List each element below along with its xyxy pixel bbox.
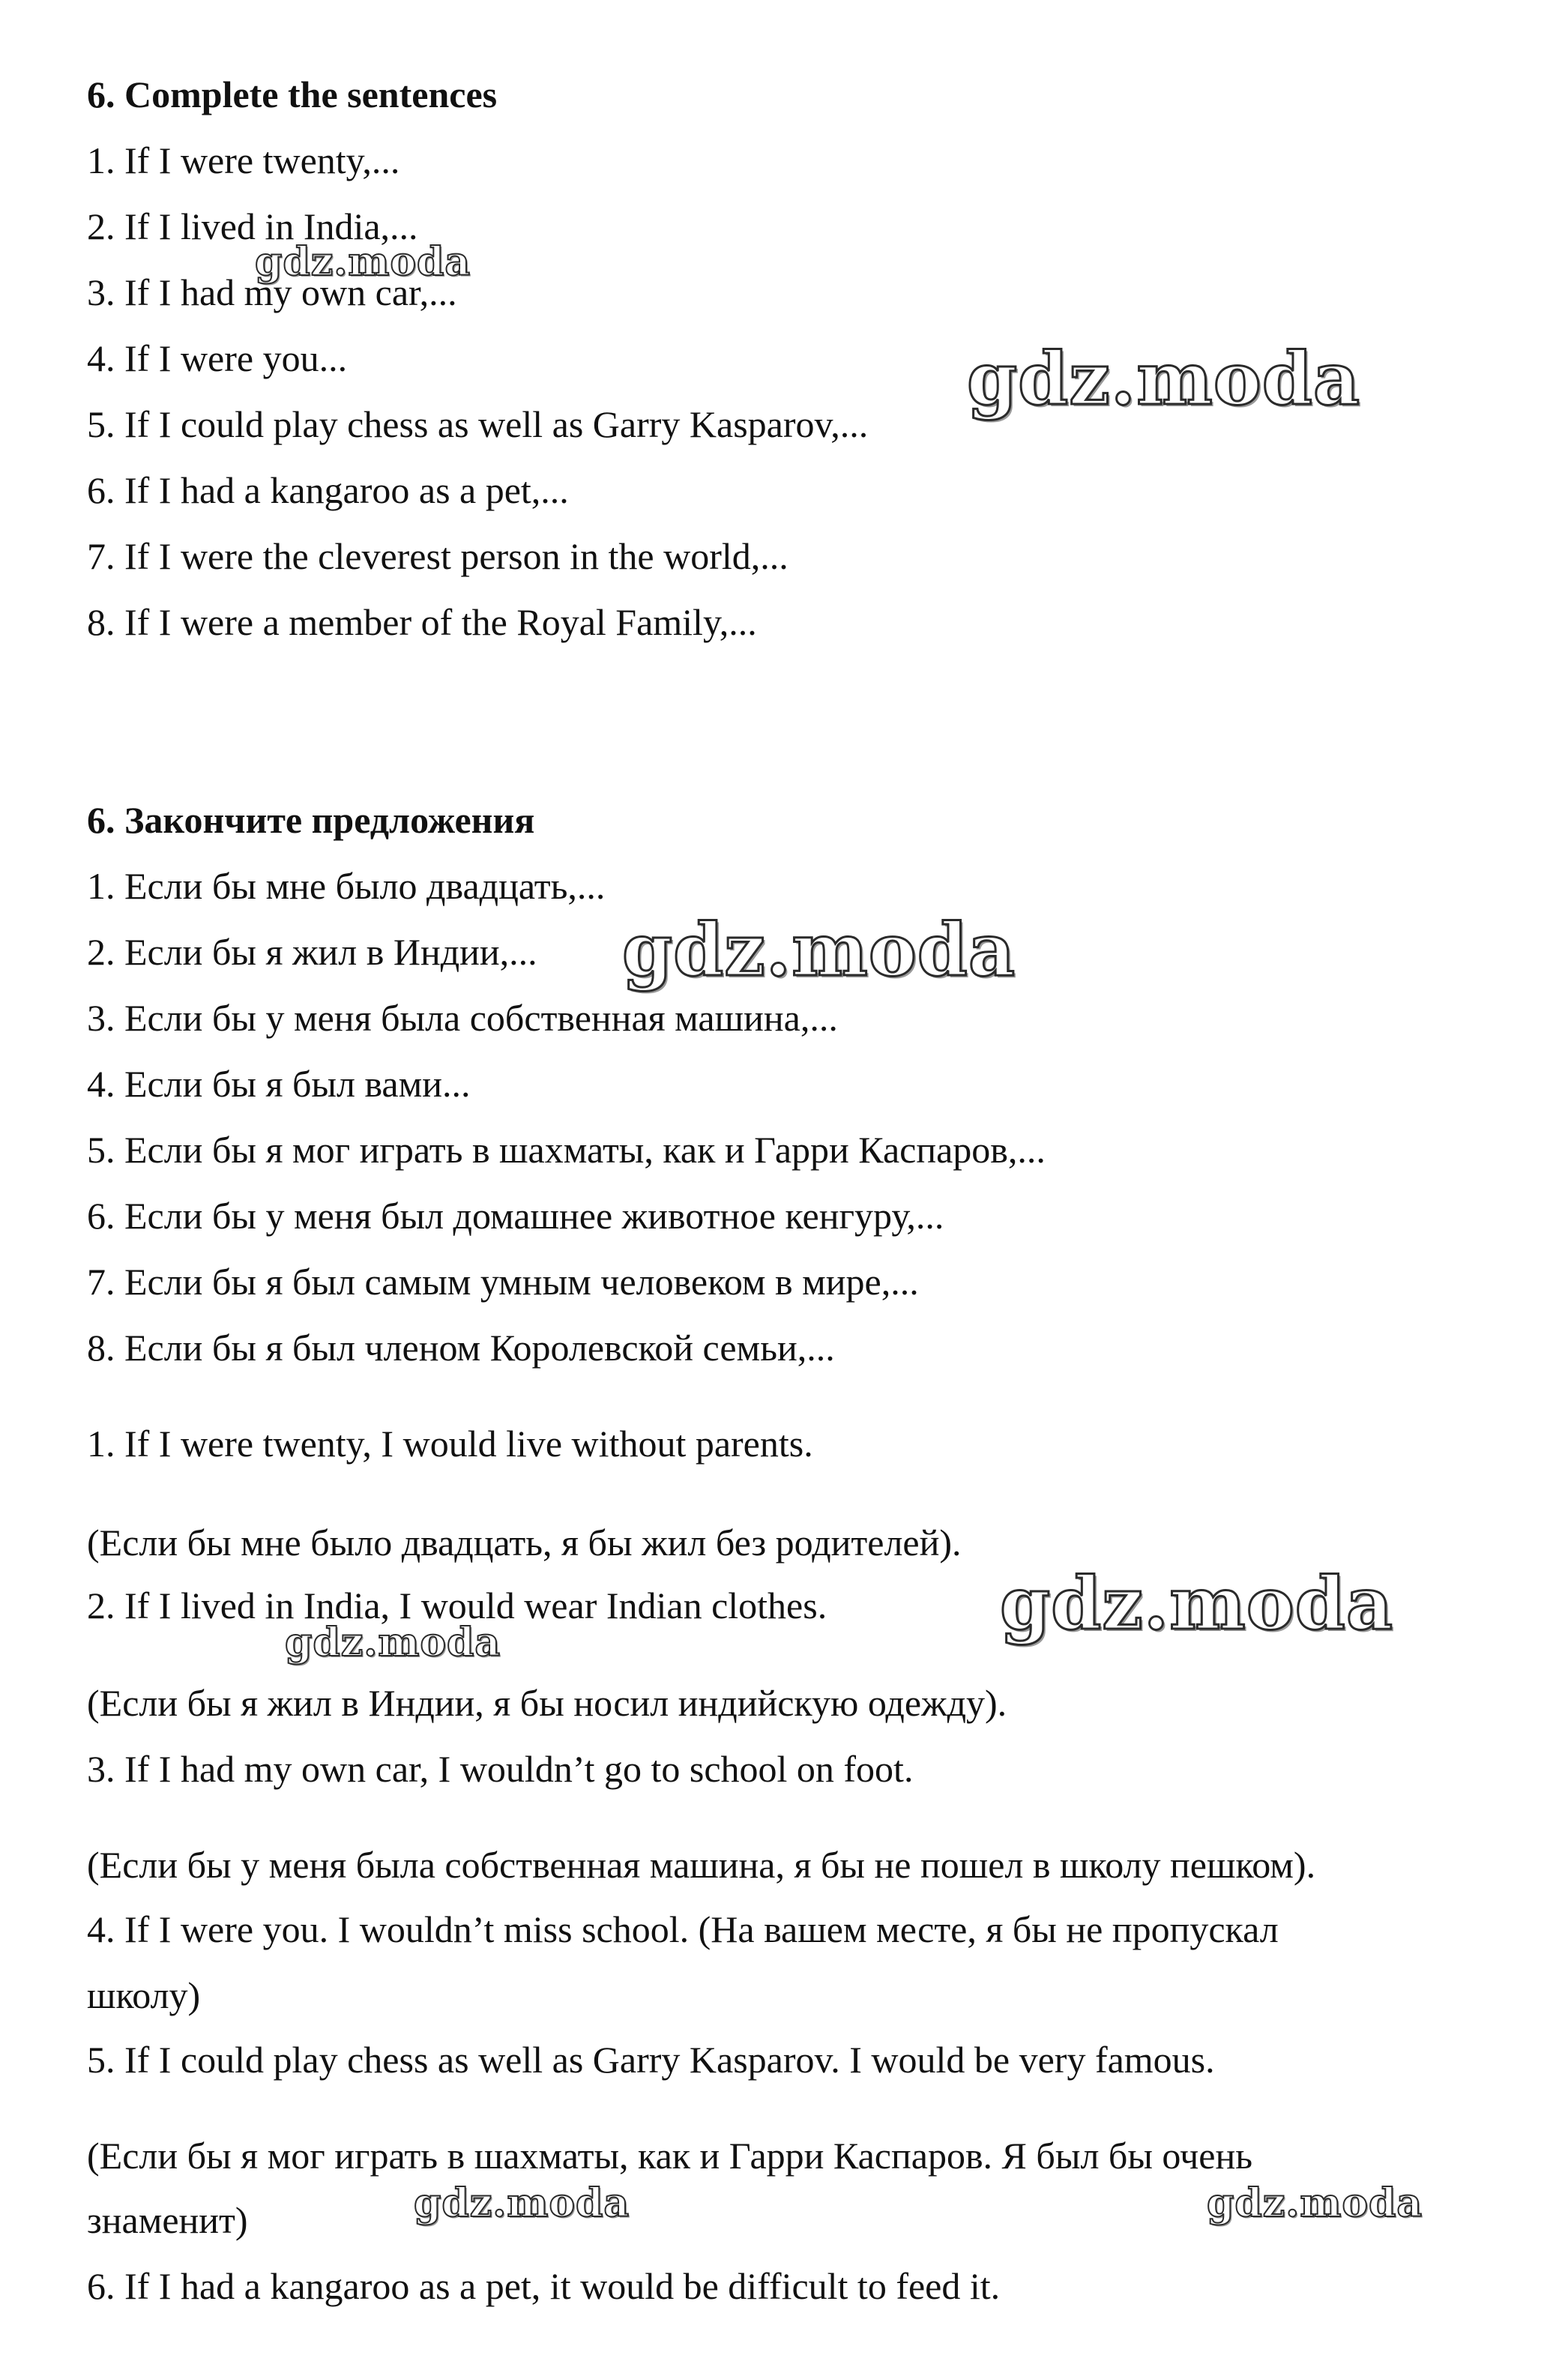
english-item-5: 5. If I could play chess as well as Garry Kasparov,... <box>87 403 869 445</box>
answer-line-12: 6. If I had a kangaroo as a pet, it would be difficult to feed it. <box>87 2265 1001 2307</box>
russian-item-6: 6. Если бы у меня был домашнее животное кенгуру,... <box>87 1195 944 1237</box>
answer-line-5: 3. If I had my own car, I wouldn’t go to school on foot. <box>87 1748 914 1790</box>
answer-line-9: 5. If I could play chess as well as Garry Kasparov. I would be very famous. <box>87 2039 1215 2081</box>
answer-line-8: школу) <box>87 1974 201 2016</box>
russian-item-7: 7. Если бы я был самым умным человеком в мире,... <box>87 1261 919 1303</box>
answer-line-10: (Если бы я мог играть в шахматы, как и Гарри Каспаров. Я был бы очень <box>87 2135 1253 2177</box>
english-item-6: 6. If I had a kangaroo as a pet,... <box>87 469 569 511</box>
english-item-8: 8. If I were a member of the Royal Family,... <box>87 601 757 643</box>
russian-item-2: 2. Если бы я жил в Индии,... <box>87 931 537 973</box>
russian-item-4: 4. Если бы я был вами... <box>87 1063 471 1105</box>
english-item-2: 2. If I lived in India,... <box>87 205 418 247</box>
answer-line-11: знаменит) <box>87 2199 248 2241</box>
watermark: gdz.moda <box>967 337 1361 421</box>
answer-line-7: 4. If I were you. I wouldn’t miss school. (На вашем месте, я бы не пропускал <box>87 1908 1279 1950</box>
answer-line-1: 1. If I were twenty, I would live without parents. <box>87 1423 813 1465</box>
watermark: gdz.moda <box>1207 2180 1423 2226</box>
answer-line-3: 2. If I lived in India, I would wear Indian clothes. <box>87 1584 827 1626</box>
watermark: gdz.moda <box>414 2180 630 2226</box>
english-task-heading: 6. Complete the sentences <box>87 73 498 115</box>
russian-item-5: 5. Если бы я мог играть в шахматы, как и Гарри Каспаров,... <box>87 1129 1046 1171</box>
watermark: gdz.moda <box>285 1620 501 1665</box>
english-item-7: 7. If I were the cleverest person in the world,... <box>87 535 788 577</box>
watermark: gdz.moda <box>622 908 1016 992</box>
english-item-4: 4. If I were you... <box>87 337 348 379</box>
answer-line-2: (Если бы мне было двадцать, я бы жил без родителей). <box>87 1522 962 1564</box>
watermark: gdz.moda <box>1000 1561 1394 1646</box>
english-item-1: 1. If I were twenty,... <box>87 139 400 181</box>
russian-item-8: 8. Если бы я был членом Королевской семьи,... <box>87 1327 835 1369</box>
russian-item-3: 3. Если бы у меня была собственная машина,... <box>87 997 838 1039</box>
english-item-3: 3. If I had my own car,... <box>87 271 457 313</box>
answer-line-6: (Если бы у меня была собственная машина, я бы не пошел в школу пешком). <box>87 1844 1316 1886</box>
answer-line-4: (Если бы я жил в Индии, я бы носил индийскую одежду). <box>87 1682 1007 1724</box>
watermark: gdz.moda <box>255 239 471 285</box>
russian-item-1: 1. Если бы мне было двадцать,... <box>87 865 606 907</box>
russian-task-heading: 6. Закончите предложения <box>87 799 535 841</box>
